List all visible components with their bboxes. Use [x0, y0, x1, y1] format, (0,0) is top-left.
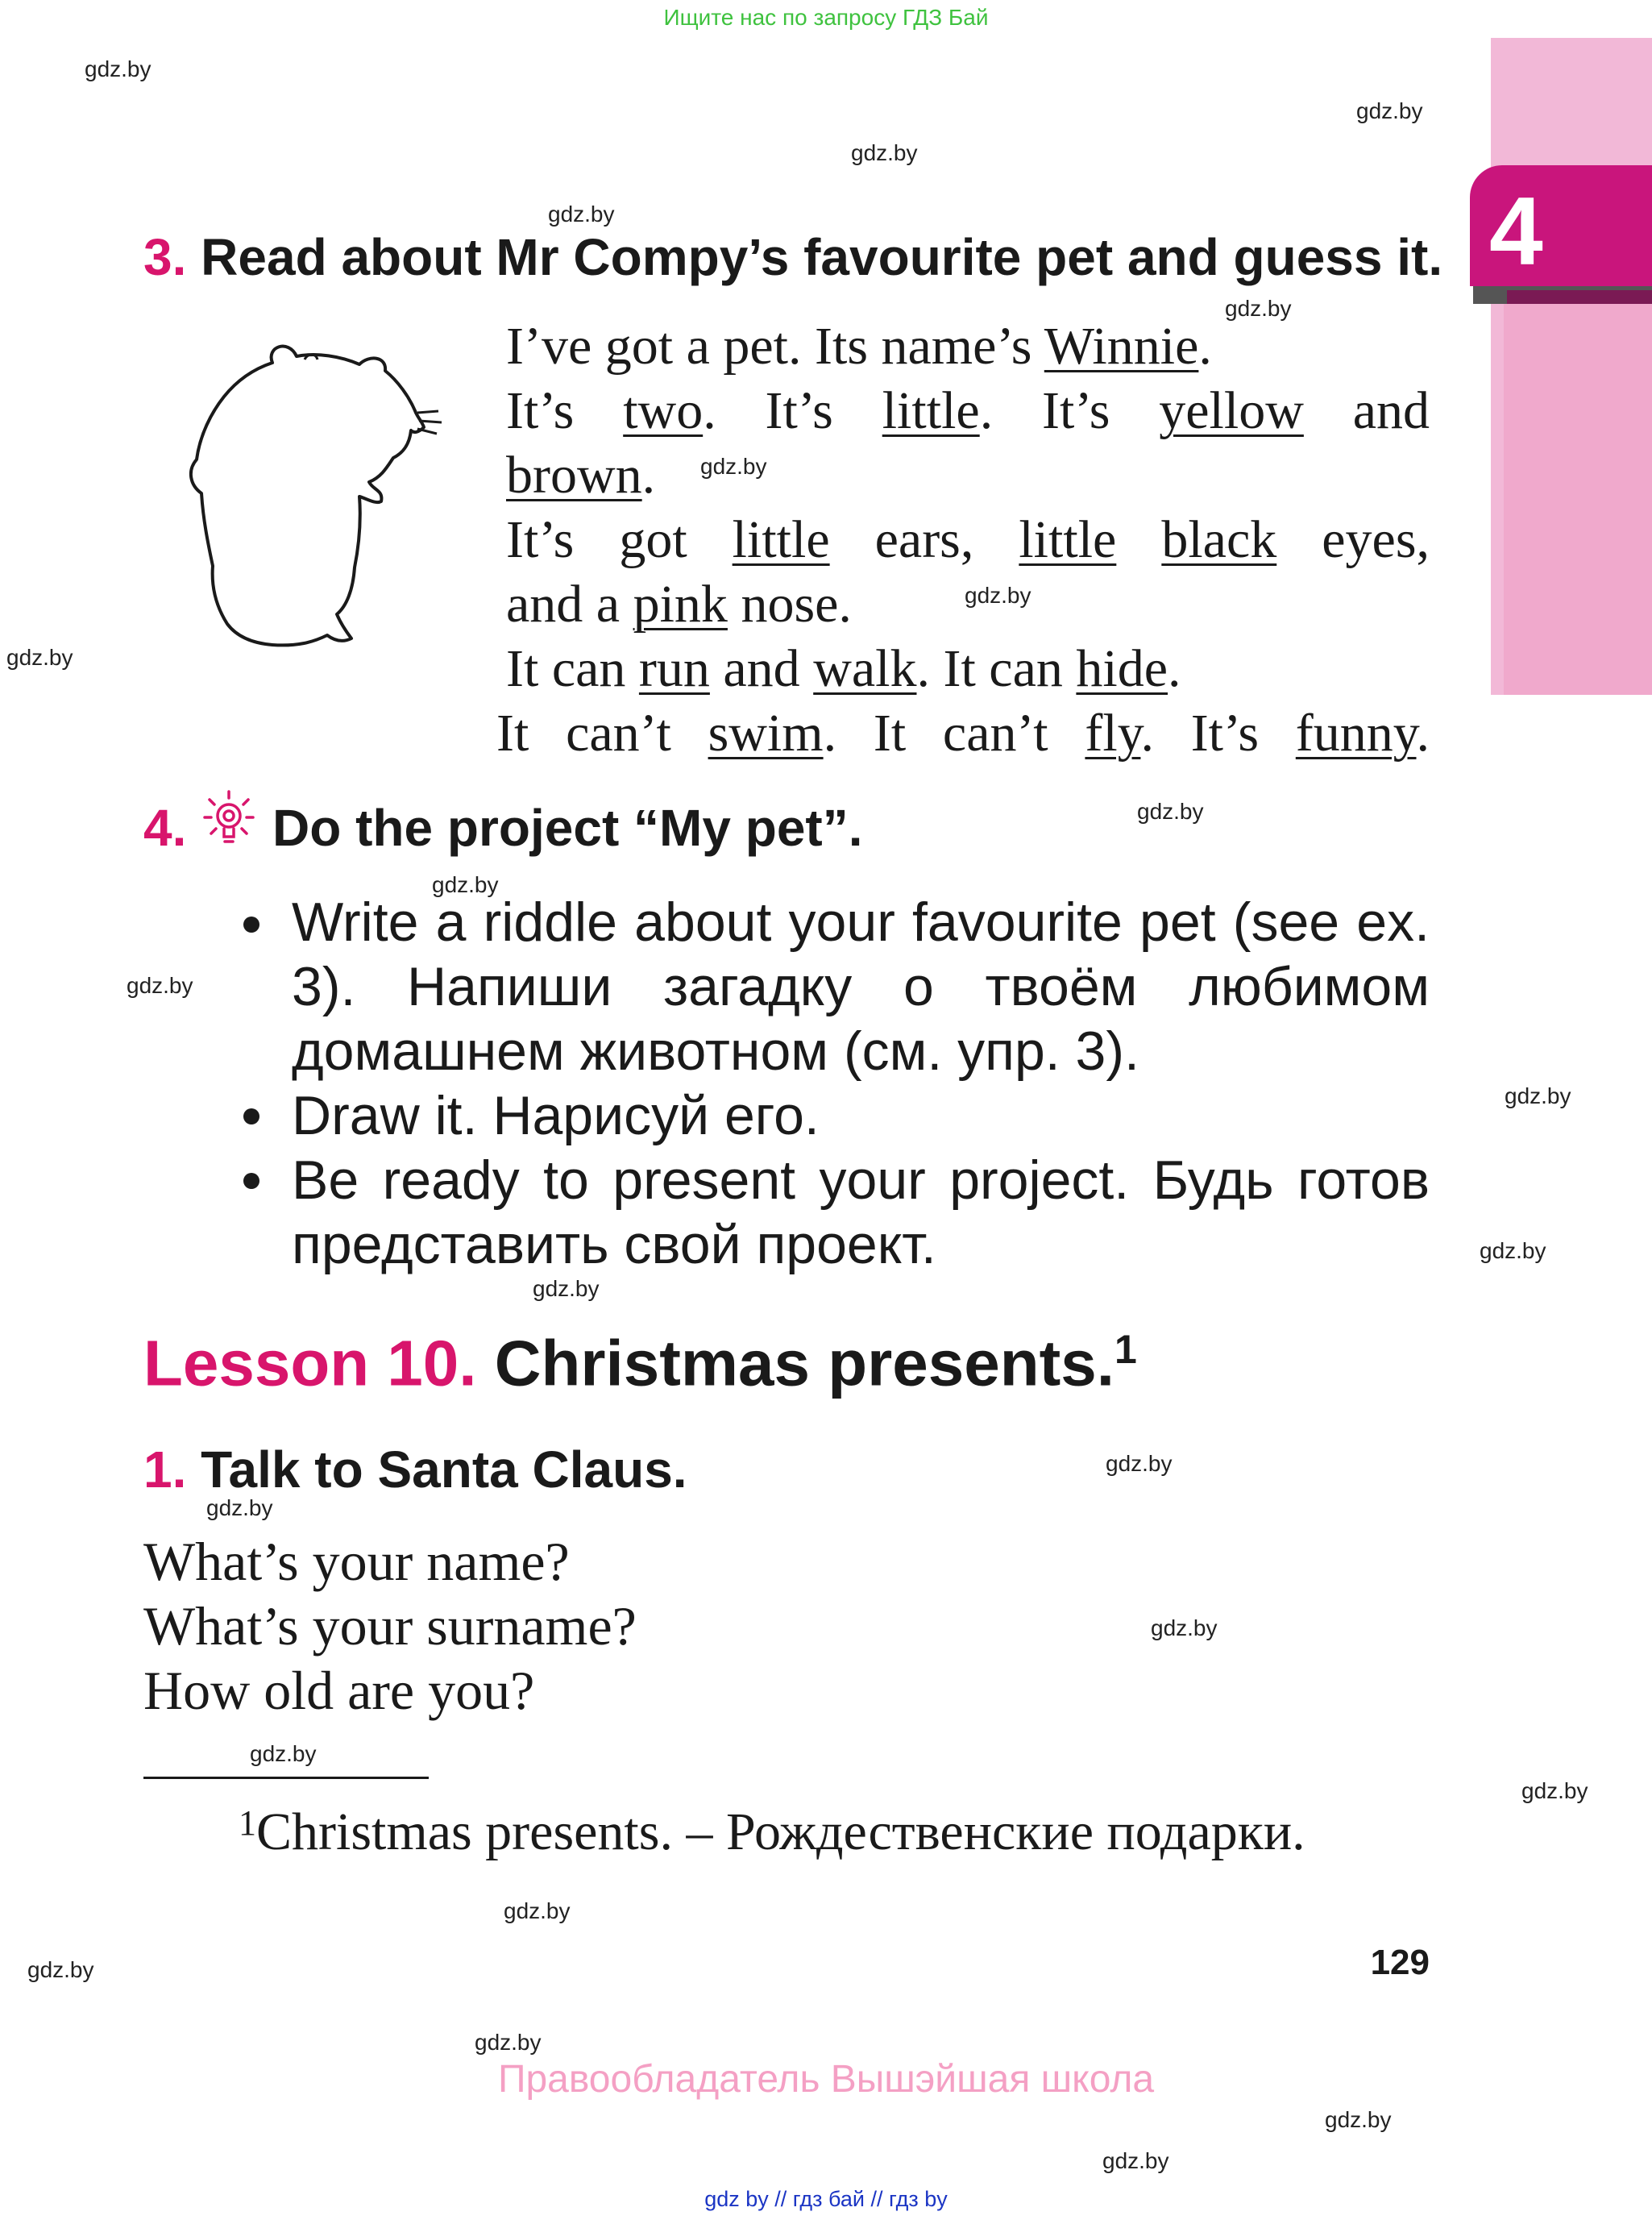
footnote-rule — [143, 1777, 429, 1779]
lesson-heading — [143, 1326, 1137, 1401]
exercise-number: 1. — [143, 1440, 187, 1499]
top-banner: Ищите нас по запросу ГДЗ Бай — [663, 5, 989, 30]
chapter-side-band-lower — [1504, 290, 1652, 695]
exercise-number: 3. — [143, 228, 187, 286]
watermark: gdz.by — [533, 1276, 600, 1301]
poem-line — [506, 316, 1430, 377]
exercise-number: 4. — [143, 799, 187, 857]
watermark: gdz.by — [1480, 1238, 1546, 1263]
exercise-title: Talk to Santa Claus. — [201, 1440, 687, 1499]
poem-line: It can’t swim. It can’t fly. It’s funny. — [496, 704, 1430, 763]
lightbulb-icon — [201, 788, 256, 853]
watermark: gdz.by — [6, 645, 73, 670]
watermark: gdz.by — [1505, 1083, 1571, 1108]
watermark: gdz.by — [1151, 1615, 1218, 1640]
bottom-links[interactable]: gdz by // гдз бай // гдз by — [704, 2187, 948, 2211]
watermark: gdz.by — [85, 56, 152, 81]
footnote — [143, 1790, 1430, 1866]
lesson-label: Lesson 10. — [143, 1327, 477, 1399]
watermark: gdz.by — [504, 1898, 571, 1923]
watermark: gdz.by — [548, 202, 615, 227]
footnote-marker: 1 — [1114, 1327, 1137, 1372]
bullet-dot — [243, 1173, 259, 1189]
hamster-ear — [305, 355, 318, 360]
watermark: gdz.by — [1106, 1451, 1173, 1476]
watermark: gdz.by — [432, 872, 499, 897]
poem-line: It’s two. It’s little. It’s yellow and — [506, 381, 1430, 440]
watermark: gdz.by — [206, 1495, 273, 1520]
watermark: gdz.by — [27, 1957, 94, 1982]
watermark: gdz.by — [1356, 98, 1423, 123]
bullet-dot — [243, 1108, 259, 1124]
watermark: gdz.by — [1225, 296, 1292, 321]
question-line: What’s your surname? — [143, 1595, 637, 1657]
watermark: gdz.by — [700, 454, 767, 479]
watermark: gdz.by — [475, 2030, 542, 2055]
footnote-text: Christmas presents. – Рождественские подарки. — [256, 1802, 1305, 1861]
exercise-4-heading — [143, 798, 186, 858]
exercise-3-heading — [143, 227, 1442, 287]
exercise-4-title: Do the project “My pet”. — [272, 799, 863, 857]
lesson-title: Christmas presents. — [494, 1327, 1114, 1399]
watermark: gdz.by — [1521, 1778, 1588, 1803]
bullet-item: Write a riddle about your favourite pet (see ex. 3). Напиши загадку о твоём любимом домашнем животном (см. упр. 3). — [292, 892, 1430, 1082]
poem-line: It can run and walk. It can hide. — [506, 639, 1181, 698]
exercise-1-heading — [143, 1440, 687, 1499]
poem-text: I’ve got a pet. Its name’s Winnie. — [506, 317, 1212, 376]
watermark: gdz.by — [127, 973, 193, 998]
watermark: gdz.by — [1137, 799, 1204, 824]
rights-holder: Правообладатель Вышэйшая школа — [497, 2058, 1155, 2101]
watermark: gdz.by — [1102, 2148, 1169, 2173]
poem-line: brown. — [506, 446, 656, 505]
bullet-dot — [243, 917, 259, 933]
watermark: gdz.by — [851, 140, 918, 165]
watermark: gdz.by — [250, 1741, 317, 1766]
hamster-outline — [191, 347, 424, 646]
chapter-tab-shadow-dark — [1507, 290, 1652, 304]
chapter-number: 4 — [1489, 177, 1543, 285]
question-line: How old are you? — [143, 1660, 535, 1721]
watermark: gdz.by — [1325, 2107, 1392, 2132]
bullet-item: Be ready to present your project. Будь готов представить свой проект. — [292, 1149, 1430, 1275]
bullet-item: Draw it. Нарисуй его. — [292, 1085, 820, 1146]
page-number: 129 — [1370, 1943, 1430, 1982]
exercise-title: Read about Mr Compy’s favourite pet and guess it. — [201, 228, 1443, 286]
question-line: What’s your name? — [143, 1531, 570, 1592]
poem-line: It’s got little ears, little black eyes, — [506, 510, 1430, 569]
footnote-number: 1 — [239, 1803, 256, 1843]
watermark: gdz.by — [965, 583, 1031, 608]
hamster-illustration — [176, 332, 466, 671]
poem-line: and a pink nose. — [506, 575, 852, 634]
